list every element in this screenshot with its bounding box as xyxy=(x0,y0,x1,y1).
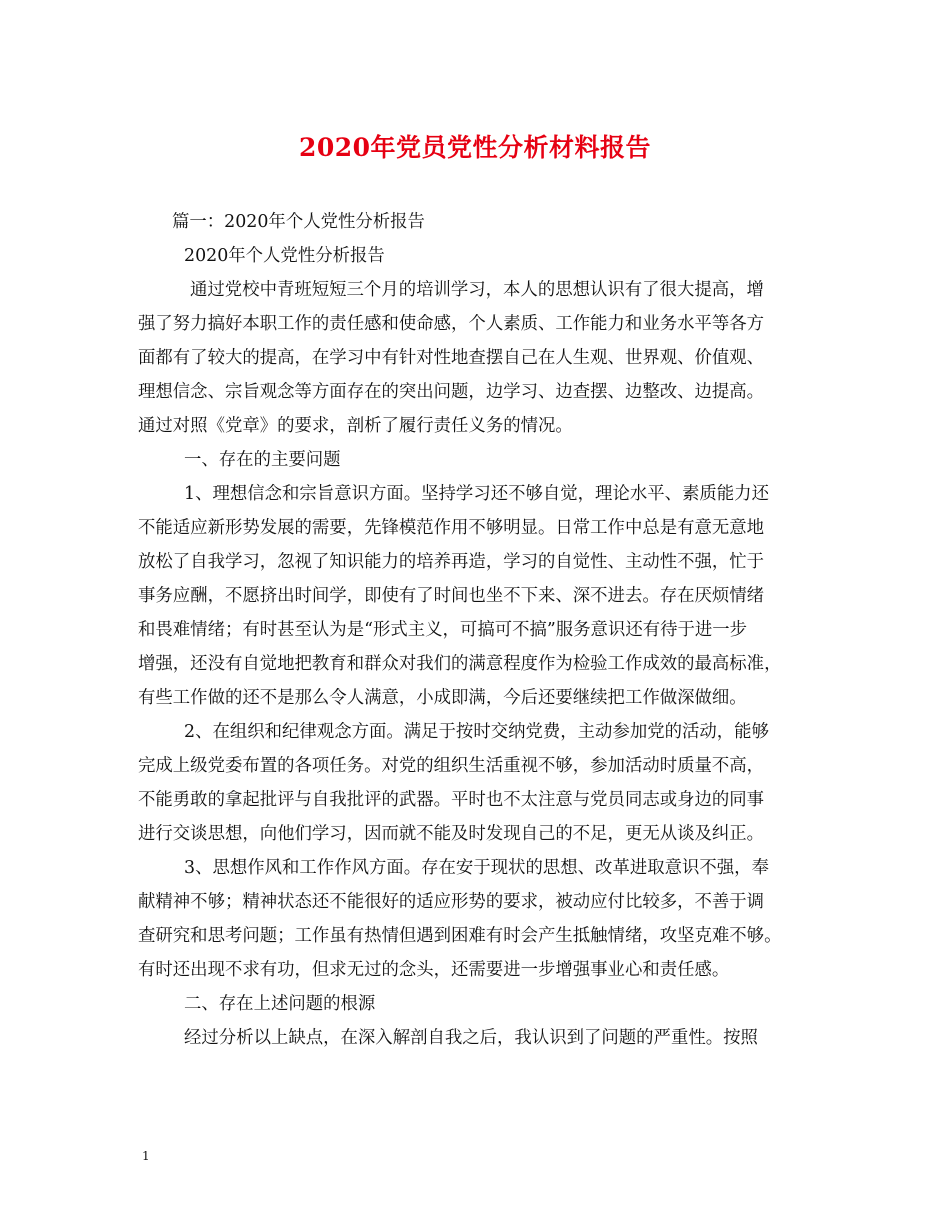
paragraph-line: 理想信念、宗旨观念等方面存在的突出问题，边学习、边查摆、边整改、边提高。 xyxy=(138,382,765,402)
paragraph-line: 2、在组织和纪律观念方面。满足于按时交纳党费，主动参加党的活动，能够 xyxy=(184,722,769,742)
section-heading: 篇一：2020年个人党性分析报告 xyxy=(172,212,425,232)
paragraph-line: 完成上级党委布置的各项任务。对党的组织生活重视不够，参加活动时质量不高， xyxy=(138,756,765,776)
section-heading: 二、存在上述问题的根源 xyxy=(184,994,376,1014)
paragraph-line: 强了努力搞好本职工作的责任感和使命感，个人素质、工作能力和业务水平等各方 xyxy=(138,314,765,334)
paragraph-line: 通过党校中青班短短三个月的培训学习，本人的思想认识有了很大提高，增 xyxy=(190,280,764,300)
paragraph-line: 经过分析以上缺点，在深入解剖自我之后，我认识到了问题的严重性。按照 xyxy=(184,1028,758,1048)
paragraph-line: 事务应酬，不愿挤出时间学，即使有了时间也坐不下来、深不进去。存在厌烦情绪 xyxy=(138,586,765,606)
paragraph-line: 献精神不够；精神状态还不能很好的适应形势的要求，被动应付比较多，不善于调 xyxy=(138,892,765,912)
paragraph-line: 有些工作做的还不是那么令人满意，小成即满，今后还要继续把工作做深做细。 xyxy=(138,688,747,708)
paragraph-line: 进行交谈思想，向他们学习，因而就不能及时发现自己的不足，更无从谈及纠正。 xyxy=(138,824,765,844)
paragraph-line: 放松了自我学习，忽视了知识能力的培养再造，学习的自觉性、主动性不强，忙于 xyxy=(138,552,765,572)
paragraph-line: 面都有了较大的提高，在学习中有针对性地查摆自己在人生观、世界观、价值观、 xyxy=(138,348,765,368)
paragraph-line: 和畏难情绪；有时甚至认为是“形式主义，可搞可不搞”服务意识还有待于进一步 xyxy=(138,620,748,640)
paragraph-line: 有时还出现不求有功，但求无过的念头，还需要进一步增强事业心和责任感。 xyxy=(138,960,730,980)
page-number: 1 xyxy=(142,1149,150,1163)
section-subheading: 2020年个人党性分析报告 xyxy=(184,246,385,266)
document-title: 2020年党员党性分析材料报告 xyxy=(298,133,652,162)
paragraph-line: 不能适应新形势发展的需要，先锋模范作用不够明显。日常工作中总是有意无意地 xyxy=(138,518,765,538)
paragraph-line: 1、理想信念和宗旨意识方面。坚持学习还不够自觉，理论水平、素质能力还 xyxy=(184,484,769,504)
paragraph-line: 3、思想作风和工作作风方面。存在安于现状的思想、改革进取意识不强，奉 xyxy=(184,858,769,878)
section-heading: 一、存在的主要问题 xyxy=(184,450,341,470)
paragraph-line: 增强，还没有自觉地把教育和群众对我们的满意程度作为检验工作成效的最高标准， xyxy=(138,654,782,674)
paragraph-line: 通过对照《党章》的要求，剖析了履行责任义务的情况。 xyxy=(138,416,573,436)
paragraph-line: 不能勇敢的拿起批评与自我批评的武器。平时也不太注意与党员同志或身边的同事 xyxy=(138,790,765,810)
paragraph-line: 查研究和思考问题；工作虽有热情但遇到困难有时会产生抵触情绪，攻坚克难不够。 xyxy=(138,926,782,946)
